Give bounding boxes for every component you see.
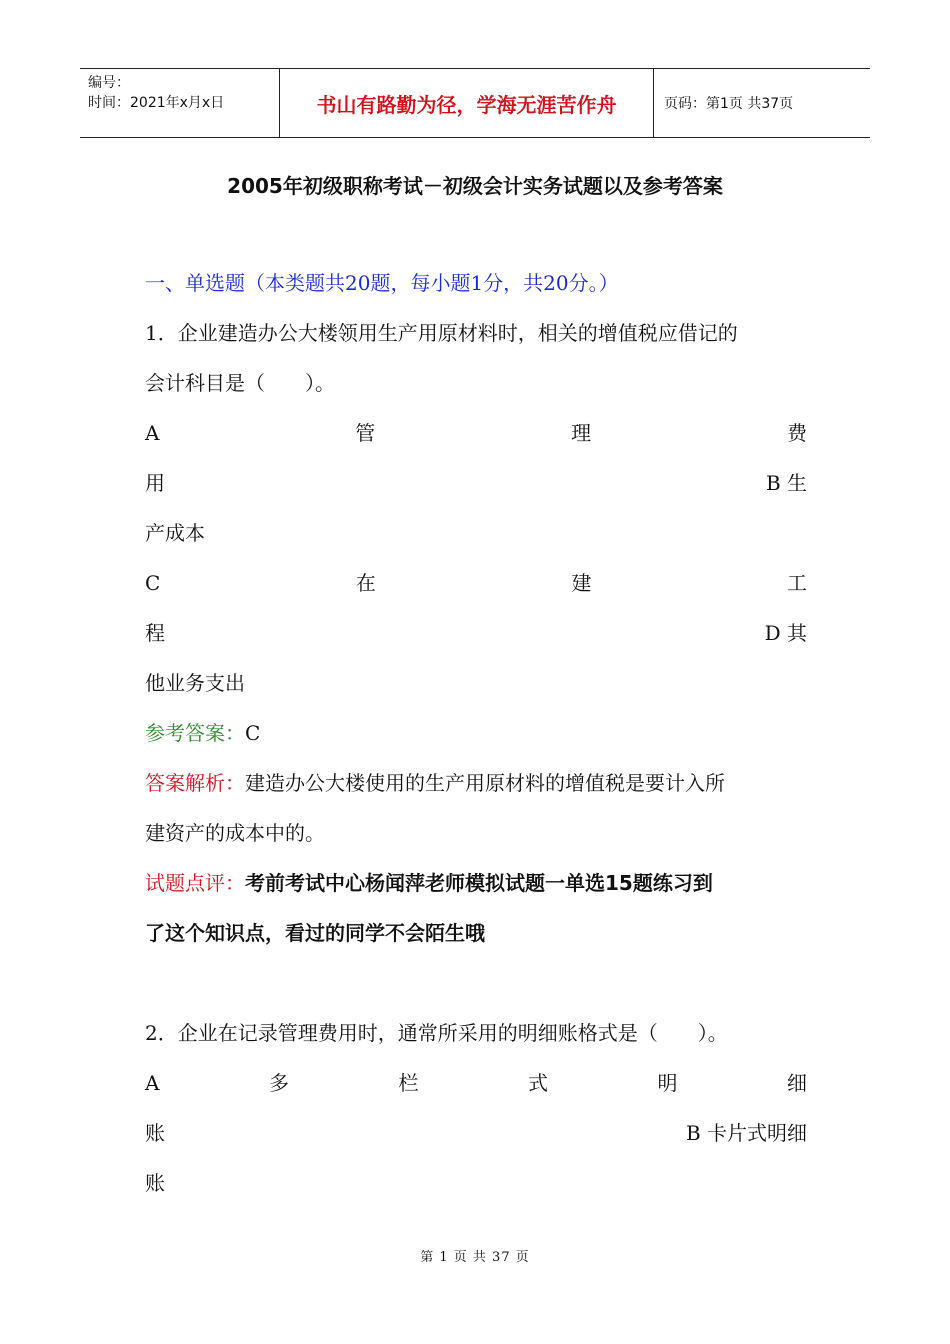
q1-comment-line2: 了这个知识点，看过的同学不会陌生哦	[145, 921, 485, 945]
header-slogan: 书山有路勤为径，学海无涯苦作舟	[280, 69, 654, 137]
q1-a-char: 管	[355, 421, 376, 445]
q1-analysis-line1	[145, 758, 807, 808]
q1-a-char: 理	[571, 421, 592, 445]
q1-c-char: 在	[355, 571, 376, 595]
q2-a-char: 式	[527, 1071, 548, 1095]
q1-analysis-line2: 建资产的成本中的。	[145, 821, 325, 845]
analysis-label: 答案解析：	[145, 771, 245, 795]
q2-option-a-b-row	[145, 1108, 807, 1158]
document-title: 2005年初级职称考试－初级会计实务试题以及参考答案	[227, 174, 723, 198]
q1-c-continuation: 程	[145, 621, 165, 645]
comment-label: 试题点评：	[145, 871, 245, 895]
answer-label: 参考答案：	[145, 721, 245, 745]
time-label: 时间：2021年x月x日	[88, 95, 225, 111]
header-page-info: 页码：第1页 共37页	[664, 96, 794, 112]
number-label: 编号：	[88, 75, 130, 91]
q1-d-continuation: 他业务支出	[145, 671, 245, 695]
q1-option-a-b-row	[145, 458, 807, 508]
page-footer: 第 1 页 共 37 页	[420, 1250, 530, 1265]
comment-text: 考前考试中心杨闻萍老师模拟试题一单选15题练习到	[245, 871, 713, 895]
document-body	[145, 258, 807, 1208]
page-header	[80, 68, 870, 138]
q1-c-char: 工	[787, 571, 807, 595]
q1-b-start: B 生	[765, 471, 807, 495]
q1-answer	[145, 708, 807, 758]
q2-option-a	[145, 1058, 807, 1108]
q2-a-char: 明	[657, 1071, 678, 1095]
q1-option-c-d-row	[145, 608, 807, 658]
q1-option-a	[145, 408, 807, 458]
q1-a-continuation: 用	[145, 471, 165, 495]
q2-b-start: B 卡片式明细	[685, 1121, 807, 1145]
q2-b-continuation: 账	[145, 1171, 165, 1195]
section-heading: 一、单选题（本类题共20题，每小题1分，共20分。）	[145, 271, 619, 295]
q2-a-char: 细	[786, 1071, 807, 1095]
q2-a-continuation: 账	[145, 1121, 165, 1145]
q1-b-continuation: 产成本	[145, 521, 205, 545]
q1-a-char: 费	[786, 421, 807, 445]
q1-a-letter: A	[145, 421, 160, 445]
answer-value: C	[245, 721, 261, 745]
q1-option-c	[145, 558, 807, 608]
q2-a-letter: A	[145, 1071, 160, 1095]
analysis-text: 建造办公大楼使用的生产用原材料的增值税是要计入所	[245, 771, 725, 795]
q2-a-char: 栏	[398, 1071, 419, 1095]
header-meta	[80, 69, 280, 137]
q1-stem-line2: 会计科目是（ ）。	[145, 371, 335, 395]
q2-stem: 2．企业在记录管理费用时，通常所采用的明细账格式是（ ）。	[145, 1021, 728, 1045]
q1-c-letter: C	[145, 571, 161, 595]
spacer	[145, 958, 807, 1008]
q1-stem-line1: 1．企业建造办公大楼领用生产用原材料时，相关的增值税应借记的	[145, 321, 738, 345]
q2-a-char: 多	[268, 1071, 289, 1095]
q1-c-char: 建	[571, 571, 592, 595]
q1-d-start: D 其	[764, 621, 807, 645]
q1-comment-line1	[145, 858, 807, 908]
